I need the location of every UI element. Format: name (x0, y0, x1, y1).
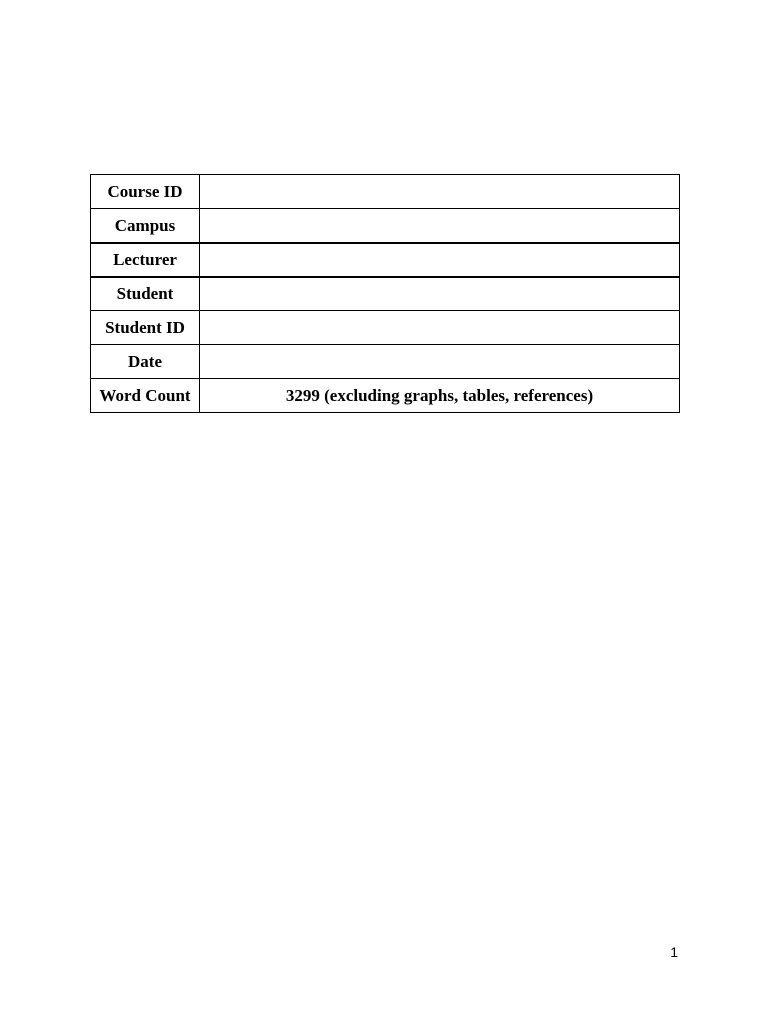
table-row-campus (91, 209, 680, 243)
table-row-lecturer (91, 243, 680, 277)
lecturer-value (200, 243, 680, 277)
cover-info-table (90, 174, 680, 413)
table-row-student-id (91, 311, 680, 345)
table-row-course-id (91, 175, 680, 209)
word-count-value: 3299 (excluding graphs, tables, references) (200, 379, 680, 413)
page-number: 1 (670, 944, 678, 960)
campus-label: Campus (91, 209, 200, 243)
date-label: Date (91, 345, 200, 379)
student-id-label: Student ID (91, 311, 200, 345)
table-row-student (91, 277, 680, 311)
lecturer-label: Lecturer (91, 243, 200, 277)
course-id-label: Course ID (91, 175, 200, 209)
word-count-label: Word Count (91, 379, 200, 413)
campus-value (200, 209, 680, 243)
student-value (200, 277, 680, 311)
student-id-value (200, 311, 680, 345)
table-row-date (91, 345, 680, 379)
course-id-value (200, 175, 680, 209)
student-label: Student (91, 277, 200, 311)
table-row-word-count (91, 379, 680, 413)
date-value (200, 345, 680, 379)
